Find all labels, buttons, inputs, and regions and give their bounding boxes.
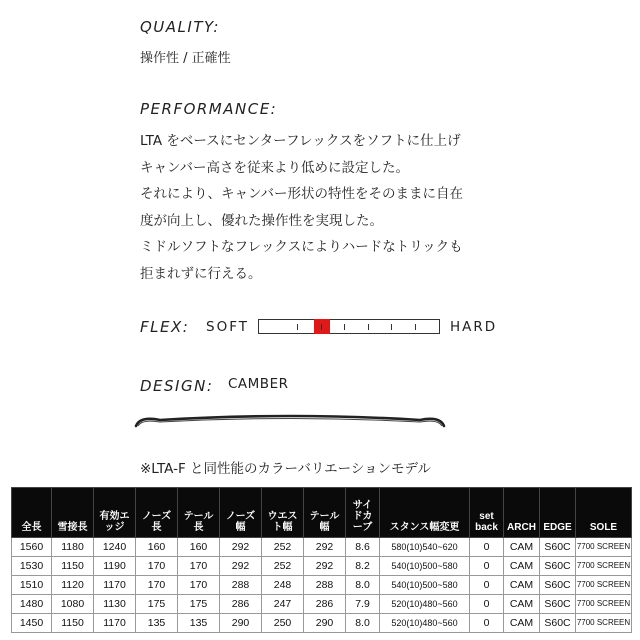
spec-cell: 1450 — [12, 614, 52, 633]
quality-title: QUALITY: — [140, 18, 220, 36]
spec-cell: 175 — [178, 595, 220, 614]
spec-cell: S60C — [540, 538, 576, 557]
spec-cell: 252 — [262, 557, 304, 576]
spec-table-body — [12, 538, 632, 633]
spec-cell: 170 — [136, 576, 178, 595]
spec-cell: 0 — [470, 557, 504, 576]
performance-line: LTA をベースにセンターフレックスをソフトに仕上げ — [140, 133, 461, 149]
spec-cell: 1150 — [52, 557, 94, 576]
spec-cell: 540(10)500~580 — [380, 557, 470, 576]
spec-cell: 8.6 — [346, 538, 380, 557]
flex-tick — [368, 324, 369, 330]
spec-cell: 1190 — [94, 557, 136, 576]
flex-soft-label: SOFT — [206, 319, 249, 335]
spec-cell: S60C — [540, 557, 576, 576]
spec-header-cell: 雪接長 — [52, 488, 94, 538]
spec-header-cell: サイドカーブ — [346, 488, 380, 538]
spec-cell: 7700 SCREEN — [576, 557, 632, 576]
spec-cell: CAM — [504, 614, 540, 633]
spec-header-cell: テール幅 — [304, 488, 346, 538]
spec-cell: 1170 — [94, 614, 136, 633]
flex-rating — [140, 316, 520, 338]
flex-tick — [391, 324, 392, 330]
spec-cell: 290 — [304, 614, 346, 633]
flex-tick — [415, 324, 416, 330]
spec-header-cell: 有効エッジ — [94, 488, 136, 538]
flex-tick — [344, 324, 345, 330]
spec-cell: 252 — [262, 538, 304, 557]
spec-cell: 286 — [304, 595, 346, 614]
spec-table-header — [12, 488, 632, 538]
spec-cell: 1130 — [94, 595, 136, 614]
performance-line: キャンバー高さを従来より低めに設定した。 — [140, 159, 410, 176]
spec-header-cell: SOLE — [576, 488, 632, 538]
flex-title: FLEX: — [140, 318, 190, 336]
spec-cell: 7700 SCREEN — [576, 576, 632, 595]
spec-table-row — [12, 595, 632, 614]
spec-cell: 7.9 — [346, 595, 380, 614]
performance-title: PERFORMANCE: — [140, 100, 278, 118]
spec-table-row — [12, 538, 632, 557]
spec-cell: 7700 SCREEN — [576, 614, 632, 633]
spec-cell: 170 — [178, 576, 220, 595]
spec-cell: 175 — [136, 595, 178, 614]
spec-cell: 1560 — [12, 538, 52, 557]
spec-cell: 580(10)540~620 — [380, 538, 470, 557]
spec-cell: 1170 — [94, 576, 136, 595]
spec-cell: 288 — [304, 576, 346, 595]
spec-header-cell: EDGE — [540, 488, 576, 538]
spec-cell: 540(10)500~580 — [380, 576, 470, 595]
spec-cell: 0 — [470, 614, 504, 633]
spec-cell: 170 — [136, 557, 178, 576]
spec-cell: CAM — [504, 595, 540, 614]
performance-line: それにより、キャンバー形状の特性をそのままに自在 — [140, 186, 464, 202]
spec-header-cell: ARCH — [504, 488, 540, 538]
spec-table — [11, 487, 632, 633]
spec-cell: 520(10)480~560 — [380, 614, 470, 633]
spec-cell: 0 — [470, 576, 504, 595]
spec-cell: 292 — [304, 557, 346, 576]
spec-cell: 1480 — [12, 595, 52, 614]
spec-cell: 292 — [220, 557, 262, 576]
performance-description — [140, 128, 463, 287]
design-title: DESIGN: — [140, 377, 214, 395]
spec-cell: 135 — [136, 614, 178, 633]
spec-cell: S60C — [540, 576, 576, 595]
quality-value: 操作性 / 正確性 — [140, 51, 231, 66]
spec-cell: 0 — [470, 595, 504, 614]
performance-line: ミドルソフトなフレックスによりハードなトリックも — [140, 239, 463, 255]
flex-tick — [297, 324, 298, 330]
spec-cell: 292 — [304, 538, 346, 557]
spec-cell: 170 — [178, 557, 220, 576]
spec-table-row — [12, 614, 632, 633]
flex-hard-label: HARD — [450, 319, 498, 335]
design-value: CAMBER — [228, 376, 289, 392]
spec-cell: 290 — [220, 614, 262, 633]
spec-cell: S60C — [540, 595, 576, 614]
spec-cell: S60C — [540, 614, 576, 633]
spec-cell: 1180 — [52, 538, 94, 557]
spec-cell: 250 — [262, 614, 304, 633]
spec-header-cell: ノーズ長 — [136, 488, 178, 538]
spec-header-cell: スタンス幅変更 — [380, 488, 470, 538]
spec-cell: 0 — [470, 538, 504, 557]
spec-table-row — [12, 576, 632, 595]
spec-header-cell: ウエスト幅 — [262, 488, 304, 538]
camber-profile-illustration — [130, 410, 450, 434]
spec-cell: CAM — [504, 576, 540, 595]
spec-cell: 8.2 — [346, 557, 380, 576]
spec-cell: 286 — [220, 595, 262, 614]
spec-header-cell: set back — [470, 488, 504, 538]
spec-cell: 292 — [220, 538, 262, 557]
spec-header-cell: テール長 — [178, 488, 220, 538]
spec-cell: 160 — [178, 538, 220, 557]
spec-table-row — [12, 557, 632, 576]
spec-cell: 8.0 — [346, 576, 380, 595]
spec-cell: CAM — [504, 557, 540, 576]
performance-line: 度が向上し、優れた操作性を実現した。 — [140, 212, 383, 229]
color-variation-note: ※LTA-F と同性能のカラーバリエーションモデル — [140, 461, 431, 477]
spec-cell: 520(10)480~560 — [380, 595, 470, 614]
performance-line: 拒まれずに行える。 — [140, 265, 262, 282]
spec-cell: CAM — [504, 538, 540, 557]
spec-cell: 7700 SCREEN — [576, 595, 632, 614]
spec-header-cell: ノーズ幅 — [220, 488, 262, 538]
spec-cell: 247 — [262, 595, 304, 614]
flex-scale-bar — [258, 319, 440, 334]
spec-cell: 135 — [178, 614, 220, 633]
spec-cell: 1080 — [52, 595, 94, 614]
spec-cell: 1120 — [52, 576, 94, 595]
spec-cell: 8.0 — [346, 614, 380, 633]
spec-cell: 7700 SCREEN — [576, 538, 632, 557]
spec-cell: 248 — [262, 576, 304, 595]
spec-cell: 1150 — [52, 614, 94, 633]
spec-cell: 1240 — [94, 538, 136, 557]
spec-cell: 1530 — [12, 557, 52, 576]
spec-cell: 288 — [220, 576, 262, 595]
spec-header-cell: 全長 — [12, 488, 52, 538]
spec-cell: 1510 — [12, 576, 52, 595]
flex-tick — [321, 324, 322, 330]
flex-level-marker — [314, 319, 330, 334]
spec-cell: 160 — [136, 538, 178, 557]
